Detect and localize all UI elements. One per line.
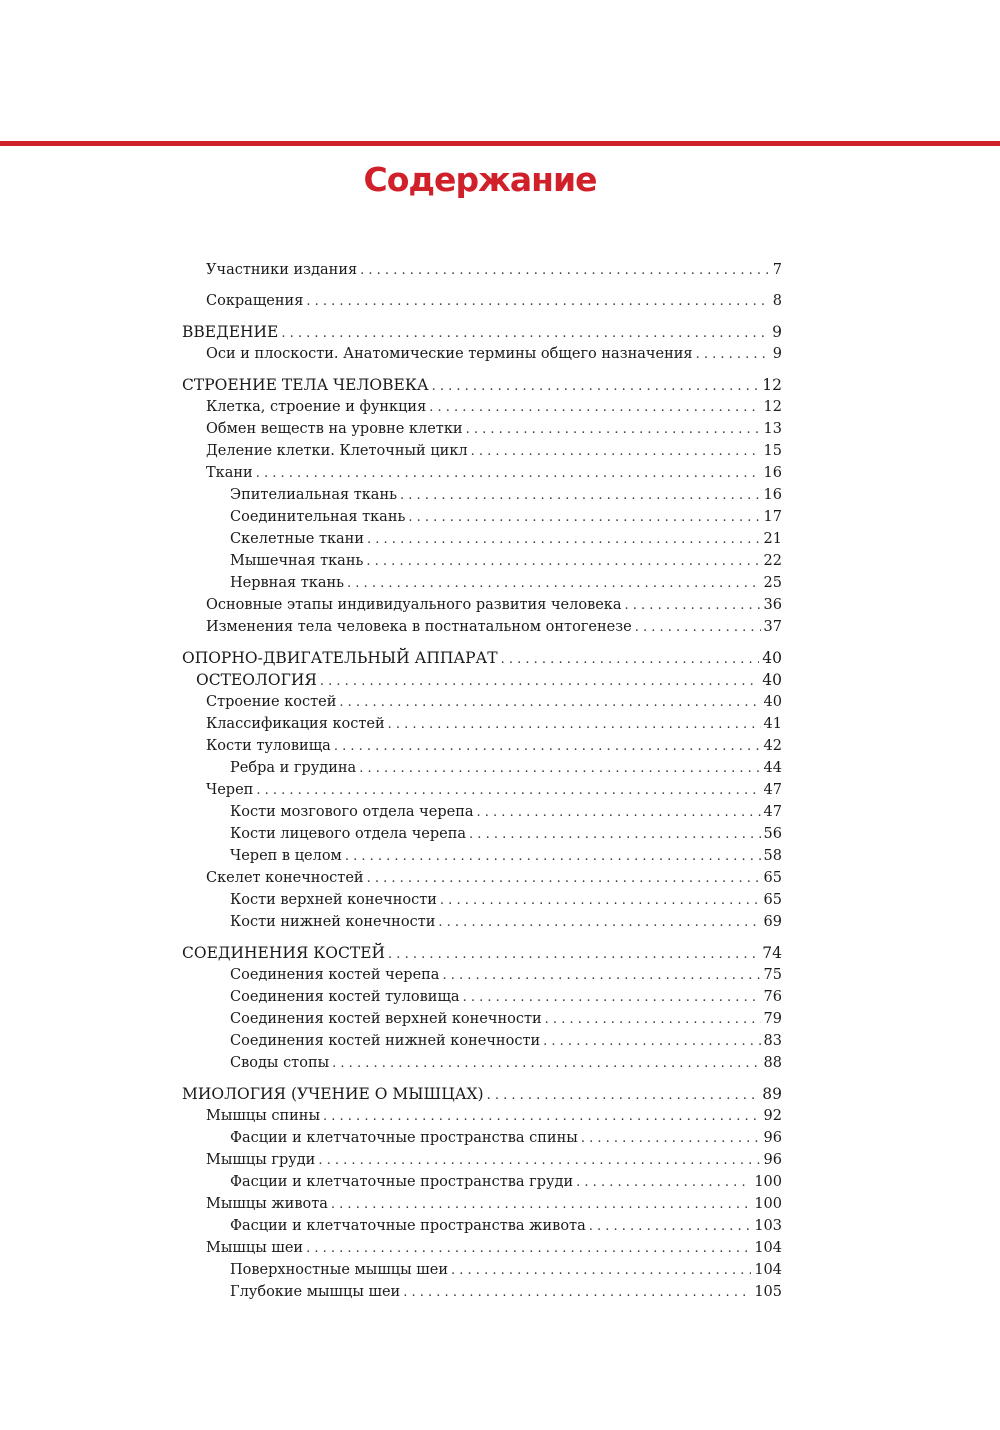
toc-entry-page: 79	[763, 1011, 782, 1027]
toc-entry-title: Соединительная ткань	[230, 509, 406, 525]
dot-leader	[432, 376, 760, 396]
toc-entry-title: МИОЛОГИЯ (УЧЕНИЕ О МЫШЦАХ)	[182, 1085, 484, 1103]
dot-leader	[367, 868, 761, 889]
toc-entry-title: Классификация костей	[206, 716, 385, 732]
toc-entry[interactable]	[182, 801, 782, 823]
toc-entry-page: 40	[763, 694, 782, 710]
toc-entry-title: Кости нижней конечности	[230, 914, 436, 930]
toc-entry-page: 96	[763, 1152, 782, 1168]
toc-entry-title: Обмен веществ на уровне клетки	[206, 421, 463, 437]
toc-entry-title: Мышцы груди	[206, 1152, 316, 1168]
toc-entry-title: Соединения костей верхней конечности	[230, 1011, 542, 1027]
toc-entry-title: Ребра и грудина	[230, 760, 357, 776]
toc-entry[interactable]	[182, 374, 782, 396]
toc-entry-title: Оси и плоскости. Анатомические термины общего назначения	[206, 346, 693, 362]
dot-leader	[400, 485, 761, 506]
toc-entry[interactable]	[182, 942, 782, 964]
toc-entry-page: 36	[763, 597, 782, 613]
toc-entry-page: 25	[763, 575, 782, 591]
toc-entry-title: ОСТЕОЛОГИЯ	[196, 671, 317, 689]
dot-leader	[403, 1282, 751, 1303]
toc-entry[interactable]	[182, 528, 782, 550]
toc-entry-title: Мышечная ткань	[230, 553, 364, 569]
toc-entry-title: Череп	[206, 782, 254, 798]
toc-entry-title: Скелет конечностей	[206, 870, 364, 886]
toc-entry-page: 100	[754, 1174, 782, 1190]
toc-entry-title: Соединения костей туловища	[230, 989, 460, 1005]
dot-leader	[440, 890, 761, 911]
toc-entry-page: 56	[763, 826, 782, 842]
toc-entry[interactable]	[182, 1008, 782, 1030]
dot-leader	[256, 780, 760, 801]
toc-entry[interactable]	[182, 757, 782, 779]
dot-leader	[345, 846, 761, 867]
toc-entry[interactable]	[182, 1052, 782, 1074]
toc-entry-title: Деление клетки. Клеточный цикл	[206, 443, 468, 459]
toc-entry-title: Поверхностные мышцы шеи	[230, 1262, 449, 1278]
toc-entry[interactable]	[182, 911, 782, 933]
dot-leader	[501, 649, 760, 669]
toc-entry-title: Фасции и клетчаточные пространства груди	[230, 1174, 574, 1190]
toc-entry[interactable]	[182, 889, 782, 911]
toc-entry-title: Кости лицевого отдела черепа	[230, 826, 467, 842]
toc-entry-page: 9	[772, 346, 782, 362]
toc-entry-title: Фасции и клетчаточные пространства живота	[230, 1218, 586, 1234]
toc-entry-title: Кости мозгового отдела черепа	[230, 804, 474, 820]
toc-entry-page: 15	[763, 443, 782, 459]
dot-leader	[334, 736, 761, 757]
toc-entry[interactable]	[182, 484, 782, 506]
dot-leader	[429, 397, 760, 418]
toc-entry-page: 69	[763, 914, 782, 930]
toc-entry-title: Эпителиальная ткань	[230, 487, 398, 503]
toc-entry[interactable]	[182, 1171, 782, 1193]
toc-entry[interactable]	[182, 845, 782, 867]
toc-entry-page: 75	[763, 967, 782, 983]
dot-leader	[469, 824, 761, 845]
dot-leader	[589, 1216, 752, 1237]
toc-entry[interactable]	[182, 440, 782, 462]
toc-entry-page: 12	[762, 376, 782, 394]
dot-leader	[696, 344, 770, 365]
toc-entry-title: Мышцы спины	[206, 1108, 320, 1124]
toc-entry-page: 104	[754, 1262, 782, 1278]
dot-leader	[367, 529, 761, 550]
toc-entry[interactable]	[182, 343, 782, 365]
toc-entry-page: 89	[762, 1085, 782, 1103]
top-red-rule	[0, 141, 1000, 146]
toc-entry[interactable]	[182, 1237, 782, 1259]
toc-entry-title: ВВЕДЕНИЕ	[182, 323, 279, 341]
dot-leader	[339, 692, 760, 713]
toc-entry[interactable]	[182, 1105, 782, 1127]
toc-entry-title: Мышцы шеи	[206, 1240, 304, 1256]
toc-entry[interactable]	[182, 735, 782, 757]
dot-leader	[463, 987, 761, 1008]
dot-leader	[347, 573, 761, 594]
toc-entry[interactable]	[182, 1149, 782, 1171]
toc-entry-page: 40	[762, 649, 782, 667]
dot-leader	[581, 1128, 761, 1149]
toc-entry[interactable]	[182, 964, 782, 986]
toc-entry[interactable]	[182, 1193, 782, 1215]
toc-entry-page: 88	[763, 1055, 782, 1071]
toc-entry-title: СТРОЕНИЕ ТЕЛА ЧЕЛОВЕКА	[182, 376, 429, 394]
toc-entry-title: Изменения тела человека в постнатальном онтогенезе	[206, 619, 632, 635]
toc-entry-title: Участники издания	[206, 262, 358, 278]
toc-entry-page: 76	[763, 989, 782, 1005]
toc-entry-title: Соединения костей нижней конечности	[230, 1033, 541, 1049]
page-title: Содержание	[363, 160, 597, 199]
toc-entry-page: 92	[763, 1108, 782, 1124]
toc-entry-title: Сокращения	[206, 293, 304, 309]
dot-leader	[318, 1150, 760, 1171]
toc-entry[interactable]	[182, 506, 782, 528]
toc-entry-page: 16	[763, 487, 782, 503]
toc-entry-page: 58	[763, 848, 782, 864]
toc-entry-title: Мышцы живота	[206, 1196, 328, 1212]
toc-entry[interactable]	[182, 986, 782, 1008]
toc-entry[interactable]	[182, 462, 782, 484]
toc-entry-page: 104	[754, 1240, 782, 1256]
dot-leader	[487, 1085, 760, 1105]
dot-leader	[576, 1172, 751, 1193]
toc-entry-page: 96	[763, 1130, 782, 1146]
dot-leader	[256, 463, 761, 484]
dot-leader	[545, 1009, 761, 1030]
toc-entry-page: 100	[754, 1196, 782, 1212]
dot-leader	[408, 507, 760, 528]
dot-leader	[451, 1260, 751, 1281]
toc-entry-page: 44	[763, 760, 782, 776]
dot-leader	[388, 714, 761, 735]
toc-entry-page: 103	[754, 1218, 782, 1234]
dot-leader	[359, 758, 760, 779]
toc-entry[interactable]	[182, 647, 782, 669]
toc-entry-page: 41	[763, 716, 782, 732]
toc-entry[interactable]	[182, 1127, 782, 1149]
toc-entry-page: 83	[763, 1033, 782, 1049]
dot-leader	[323, 1106, 761, 1127]
toc-entry[interactable]	[182, 259, 782, 281]
dot-leader	[625, 595, 761, 616]
toc-entry-page: 12	[763, 399, 782, 415]
toc-entry-page: 105	[754, 1284, 782, 1300]
toc-entry[interactable]	[182, 550, 782, 572]
dot-leader	[306, 291, 769, 312]
dot-leader	[635, 617, 761, 638]
toc-entry-title: Фасции и клетчаточные пространства спины	[230, 1130, 578, 1146]
toc-entry-title: Череп в целом	[230, 848, 342, 864]
toc-entry-page: 65	[763, 870, 782, 886]
toc-entry-title: Нервная ткань	[230, 575, 345, 591]
toc-entry-title: Строение костей	[206, 694, 337, 710]
toc-entry-title: Своды стопы	[230, 1055, 330, 1071]
dot-leader	[281, 323, 769, 343]
toc-entry-page: 17	[763, 509, 782, 525]
toc-entry-title: Кости верхней конечности	[230, 892, 437, 908]
toc-entry[interactable]	[182, 1030, 782, 1052]
toc-entry-title: Соединения костей черепа	[230, 967, 440, 983]
toc-entry-page: 7	[772, 262, 782, 278]
dot-leader	[466, 419, 761, 440]
dot-leader	[477, 802, 761, 823]
toc-entry-title: ОПОРНО-ДВИГАТЕЛЬНЫЙ АППАРАТ	[182, 649, 498, 667]
toc-entry-page: 65	[763, 892, 782, 908]
toc-entry[interactable]	[182, 779, 782, 801]
toc-entry[interactable]	[182, 669, 782, 691]
toc-entry-title: СОЕДИНЕНИЯ КОСТЕЙ	[182, 944, 386, 962]
toc-entry[interactable]	[182, 616, 782, 638]
toc-entry-page: 37	[763, 619, 782, 635]
toc-entry-title: Основные этапы индивидуального развития человека	[206, 597, 622, 613]
toc-entry[interactable]	[182, 713, 782, 735]
toc-entry-page: 47	[763, 804, 782, 820]
toc-entry-page: 40	[762, 671, 782, 689]
toc-entry[interactable]	[182, 823, 782, 845]
toc-entry[interactable]	[182, 1259, 782, 1281]
dot-leader	[438, 912, 760, 933]
toc-entry-page: 8	[772, 293, 782, 309]
toc-entry-title: Кости туловища	[206, 738, 331, 754]
toc-entry[interactable]	[182, 418, 782, 440]
toc-entry-title: Скелетные ткани	[230, 531, 365, 547]
toc-entry[interactable]	[182, 1281, 782, 1303]
toc-entry-page: 9	[772, 323, 782, 341]
toc-entry-page: 16	[763, 465, 782, 481]
toc-entry-title: Клетка, строение и функция	[206, 399, 427, 415]
toc-entry-page: 47	[763, 782, 782, 798]
toc-entry[interactable]	[182, 321, 782, 343]
table-of-contents	[182, 259, 782, 1303]
dot-leader	[332, 1053, 760, 1074]
toc-entry-page: 21	[763, 531, 782, 547]
toc-entry-title: Ткани	[206, 465, 253, 481]
dot-leader	[388, 944, 759, 964]
toc-entry-page: 13	[763, 421, 782, 437]
dot-leader	[366, 551, 760, 572]
toc-entry[interactable]	[182, 867, 782, 889]
dot-leader	[471, 441, 761, 462]
dot-leader	[360, 260, 770, 281]
toc-entry[interactable]	[182, 1215, 782, 1237]
toc-entry-page: 42	[763, 738, 782, 754]
dot-leader	[543, 1031, 760, 1052]
dot-leader	[331, 1194, 751, 1215]
toc-entry[interactable]	[182, 396, 782, 418]
toc-entry[interactable]	[182, 290, 782, 312]
toc-entry-page: 22	[763, 553, 782, 569]
toc-entry[interactable]	[182, 691, 782, 713]
toc-entry-page: 74	[762, 944, 782, 962]
dot-leader	[320, 671, 759, 691]
dot-leader	[442, 965, 760, 986]
dot-leader	[306, 1238, 751, 1259]
toc-entry-title: Глубокие мышцы шеи	[230, 1284, 401, 1300]
toc-entry[interactable]	[182, 1083, 782, 1105]
toc-entry[interactable]	[182, 572, 782, 594]
toc-entry[interactable]	[182, 594, 782, 616]
